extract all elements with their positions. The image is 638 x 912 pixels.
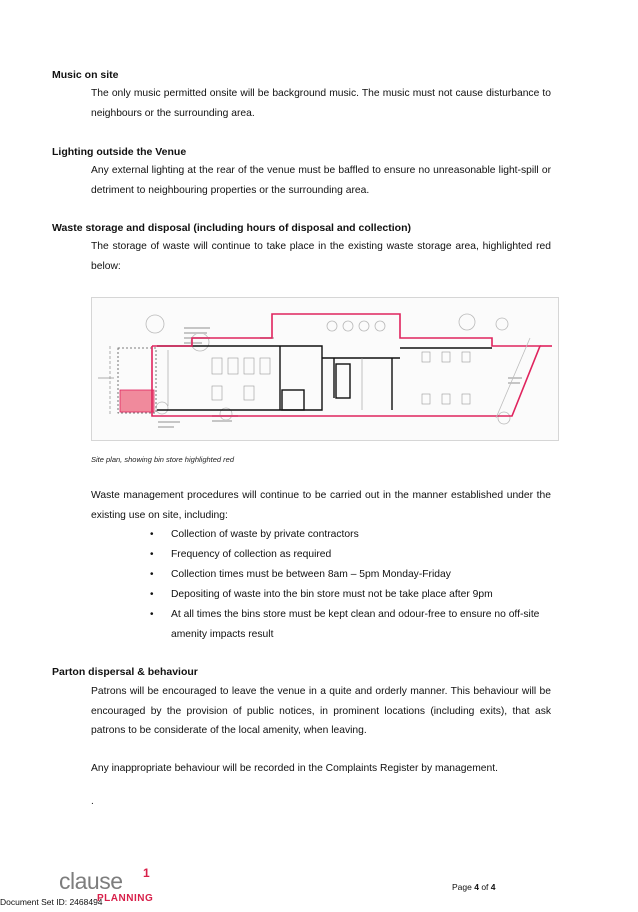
document-set-id: Document Set ID: 2468494 bbox=[0, 897, 103, 907]
list-item: • At all times the bins store must be kept clean and odour-free to ensure no off-site amenity impacts result bbox=[150, 605, 552, 645]
page-of: of bbox=[478, 882, 491, 892]
page-current: 4 bbox=[474, 882, 479, 892]
page-number bbox=[452, 882, 496, 892]
page-total: 4 bbox=[490, 882, 496, 892]
music-body: The only music permitted onsite will be background music. The music must not cause disturbance to neighbours or the surrounding area. bbox=[91, 88, 551, 119]
list-item: • Collection times must be between 8am – 5pm Monday-Friday bbox=[150, 565, 552, 585]
heading-lighting: Lighting outside the Venue bbox=[52, 146, 187, 158]
heading-waste: Waste storage and disposal (including hours of disposal and collection) bbox=[52, 222, 411, 234]
heading-music: Music on site bbox=[52, 69, 119, 81]
logo-sub: PLANNING bbox=[97, 893, 154, 904]
site-boundary bbox=[152, 314, 540, 416]
figure-caption: Site plan, showing bin store highlighted red bbox=[91, 455, 235, 464]
list-item: • Collection of waste by private contractors bbox=[150, 525, 552, 545]
site-plan-drawing bbox=[92, 298, 558, 440]
waste-procedures-list bbox=[150, 525, 552, 645]
list-item: • Depositing of waste into the bin store must not be take place after 9pm bbox=[150, 585, 552, 605]
list-item: • Frequency of collection as required bbox=[150, 545, 552, 565]
trailing-mark: . bbox=[91, 796, 94, 807]
heading-dispersal: Parton dispersal & behaviour bbox=[52, 666, 198, 678]
logo-word: clause bbox=[59, 868, 123, 894]
dispersal-body-1: Patrons will be encouraged to leave the venue in a quite and orderly manner. This behaviour will be encouraged by the provision of public notices, in prominent locations (including exits), that ask patrons to be considerate of the local amenity, when leaving. bbox=[91, 686, 551, 736]
waste-procedures: Waste management procedures will continue to be carried out in the manner established under the existing use on site, including: bbox=[91, 490, 551, 521]
dispersal-body-2: Any inappropriate behaviour will be recorded in the Complaints Register by management. bbox=[91, 763, 498, 774]
logo-superscript: 1 bbox=[143, 866, 150, 880]
lighting-body: Any external lighting at the rear of the venue must be baffled to ensure no unreasonable light-spill or detriment to neighbouring properties or the surrounding area. bbox=[91, 165, 551, 196]
page-prefix: Page bbox=[452, 882, 475, 892]
waste-intro: The storage of waste will continue to take place in the existing waste storage area, highlighted red below: bbox=[91, 241, 551, 272]
site-plan-figure bbox=[91, 297, 559, 441]
bin-store-highlight bbox=[120, 390, 154, 412]
